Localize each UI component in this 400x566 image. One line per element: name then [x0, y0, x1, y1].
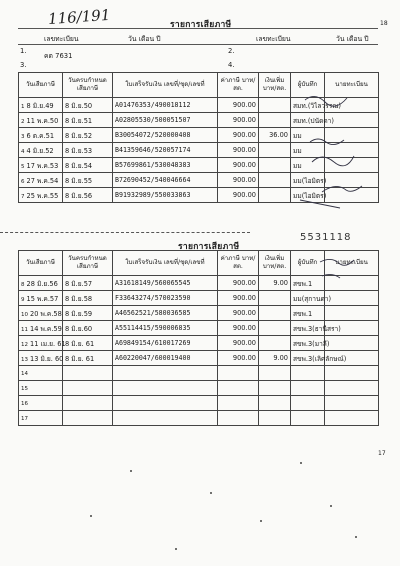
pay-date: 27 พ.ค.54 [26, 176, 59, 185]
pay-date: 15 พ.ค.57 [26, 294, 59, 303]
col-registrar: นายทะเบียน [325, 251, 379, 276]
page-number-top: 18 [380, 20, 388, 27]
tax-cell: 900.00 [218, 128, 259, 143]
col-due-date: วันครบกำหนด เสียภาษี [63, 73, 113, 98]
col-receipt: ใบเสร็จรับเงิน เลขที่/ชุด/เลขที่ [113, 251, 218, 276]
row-number: 14 [21, 371, 28, 377]
tax-cell: 900.00 [218, 336, 259, 351]
col-recorder: ผู้บันทึก [291, 251, 325, 276]
row2-no: 2. [228, 47, 235, 55]
pay-date: 11 เม.ย. 61 [30, 339, 66, 348]
row-number: 15 [21, 386, 28, 392]
recorder-cell: มม [291, 128, 325, 143]
stamp-number: 116/191 [47, 5, 111, 29]
due-date-cell: 8 มิ.ย.51 [63, 113, 113, 128]
receipt-cell: B57699861/530048383 [113, 158, 218, 173]
receipt-cell: B30054072/520000408 [113, 128, 218, 143]
pay-date: 17 พ.ค.53 [26, 161, 59, 170]
due-date-cell: 8 มิ.ย.55 [63, 173, 113, 188]
row-number: 13 [21, 356, 28, 363]
recorder-cell: สขพ.1 [291, 276, 325, 291]
col-registrar: นายทะเบียน [325, 73, 379, 98]
col-recorder: ผู้บันทึก [291, 73, 325, 98]
row1-no: 1. [20, 47, 27, 55]
page-number-bottom: 17 [378, 450, 386, 457]
recorder-cell: สขพ.3(ธานีสรา) [291, 321, 325, 336]
receipt-cell: B72690452/540046664 [113, 173, 218, 188]
col-surcharge: เงินเพิ่ม บาท/สต. [259, 73, 291, 98]
col-pay-date: วันเสียภาษี [19, 73, 63, 98]
row-number: 11 [21, 326, 28, 333]
row-number: 6 [21, 178, 25, 185]
due-date-cell: 8 มิ.ย. 61 [63, 351, 113, 366]
row-number: 7 [21, 193, 25, 200]
tax-cell: 900.00 [218, 113, 259, 128]
due-date-cell: 8 มิ.ย.58 [63, 291, 113, 306]
tax-cell: 900.00 [218, 158, 259, 173]
tax-cell: 900.00 [218, 276, 259, 291]
row-number: 9 [21, 296, 25, 303]
due-date-cell: 8 มิ.ย.50 [63, 98, 113, 113]
col-due-date: วันครบกำหนด เสียภาษี [63, 251, 113, 276]
tax-cell: 900.00 [218, 291, 259, 306]
surcharge-cell: 9.00 [259, 276, 291, 291]
table2-title: รายการเสียภาษี [178, 242, 240, 252]
col-tax: ค่าภาษี บาท/สต. [218, 73, 259, 98]
row-number: 3 [21, 133, 25, 140]
receipt-cell: A46562521/580036585 [113, 306, 218, 321]
tax-cell: 900.00 [218, 143, 259, 158]
row4-no: 4. [228, 61, 235, 69]
receipt-cell: A02805530/500051507 [113, 113, 218, 128]
pay-date: 28 มิ.ย.56 [26, 279, 58, 288]
receipt-cell: A31618149/560065545 [113, 276, 218, 291]
surcharge-cell: 9.00 [259, 351, 291, 366]
receipt-cell: A69849154/610017269 [113, 336, 218, 351]
receipt-cell: A60220047/600019400 [113, 351, 218, 366]
recorder-cell: สขพ.3(มาลี) [291, 336, 325, 351]
surcharge-cell: 36.00 [259, 128, 291, 143]
pay-date: 6 ต.ค.51 [26, 131, 55, 140]
reg-label-right: เลขทะเบียน [256, 35, 291, 43]
receipt-cell: A55114415/590006835 [113, 321, 218, 336]
recorder-cell: สขพ.3(เลิศลักษณ์) [291, 351, 325, 366]
tax-cell: 900.00 [218, 306, 259, 321]
due-date-cell: 8 มิ.ย. 61 [63, 336, 113, 351]
due-date-cell: 8 มิ.ย.53 [63, 143, 113, 158]
pay-date: 13 มิ.ย. 60 [30, 354, 64, 363]
page-title: รายการเสียภาษี [170, 20, 232, 30]
receipt-cell: B41359646/520057174 [113, 143, 218, 158]
row1-reg: คต 7631 [44, 52, 73, 60]
recorder-cell: สขพ.1 [291, 306, 325, 321]
receipt-cell: F33643274/570023590 [113, 291, 218, 306]
due-date-cell: 8 มิ.ย.57 [63, 276, 113, 291]
recorder-cell: มม [291, 158, 325, 173]
receipt-cell: A01476353/490018112 [113, 98, 218, 113]
recorder-cell: สมท.(วิไลวรรณ) [291, 98, 325, 113]
row-number: 5 [21, 163, 25, 170]
recorder-cell: สมท.(ปนัดดา) [291, 113, 325, 128]
col-surcharge: เงินเพิ่ม บาท/สต. [259, 251, 291, 276]
pay-date: 4 มิ.ย.52 [26, 146, 54, 155]
due-date-cell: 8 มิ.ย.54 [63, 158, 113, 173]
tax-cell: 900.00 [218, 351, 259, 366]
due-date-cell: 8 มิ.ย.52 [63, 128, 113, 143]
pay-date: 11 พ.ค.50 [26, 116, 59, 125]
date-label-right: วัน เดือน ปี [336, 35, 369, 43]
due-date-cell: 8 มิ.ย.60 [63, 321, 113, 336]
pay-date: 14 พ.ค.59 [30, 324, 62, 333]
recorder-cell: มม [291, 143, 325, 158]
row-number: 10 [21, 311, 28, 318]
pay-date: 8 มิ.ย.49 [26, 101, 54, 110]
tax-cell: 900.00 [218, 98, 259, 113]
row-number: 8 [21, 281, 25, 288]
date-label-left: วัน เดือน ปี [128, 35, 161, 43]
pay-date: 20 พ.ค.58 [30, 309, 62, 318]
recorder-cell: มม(ไอมิตร) [291, 173, 325, 188]
row-number: 1 [21, 103, 25, 110]
row-number: 16 [21, 401, 28, 407]
col-pay-date: วันเสียภาษี [19, 251, 63, 276]
recorder-cell: มม(สุกานดา) [291, 291, 325, 306]
col-tax: ค่าภาษี บาท/สต. [218, 251, 259, 276]
due-date-cell: 8 มิ.ย.59 [63, 306, 113, 321]
reg-label-left: เลขทะเบียน [44, 35, 79, 43]
row-number: 4 [21, 148, 25, 155]
serial-mid: 5531118 [300, 232, 352, 243]
receipt-cell: B91932989/550033863 [113, 188, 218, 203]
recorder-cell: มม(ไอมิตร) [291, 188, 325, 203]
col-receipt: ใบเสร็จรับเงิน เลขที่/ชุด/เลขที่ [113, 73, 218, 98]
pay-date: 25 พ.ค.55 [26, 191, 59, 200]
row-number: 12 [21, 341, 28, 348]
row-number: 2 [21, 118, 25, 125]
row-number: 17 [21, 416, 28, 422]
tax-cell: 900.00 [218, 188, 259, 203]
row3-no: 3. [20, 61, 27, 69]
tax-cell: 900.00 [218, 321, 259, 336]
tax-cell: 900.00 [218, 173, 259, 188]
due-date-cell: 8 มิ.ย.56 [63, 188, 113, 203]
